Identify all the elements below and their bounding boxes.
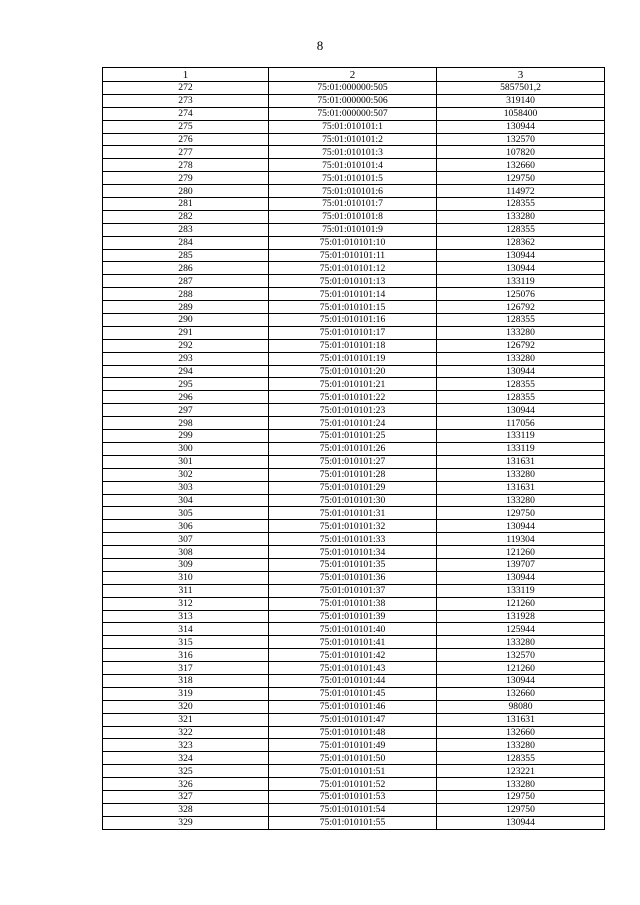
table-cell-col-2: 75:01:010101:41 — [269, 636, 437, 649]
table-row — [103, 198, 605, 211]
table-row — [103, 275, 605, 288]
table-cell-col-2: 75:01:010101:48 — [269, 726, 437, 739]
table-cell-col-1: 307 — [103, 533, 269, 546]
table-cell-col-3: 133280 — [437, 326, 605, 339]
table-cell-col-1: 274 — [103, 107, 269, 120]
table-cell-col-1: 296 — [103, 391, 269, 404]
table-row — [103, 803, 605, 816]
table-row — [103, 326, 605, 339]
table-cell-col-1: 310 — [103, 571, 269, 584]
table-cell-col-3: 131928 — [437, 610, 605, 623]
table-cell-col-2: 75:01:010101:33 — [269, 533, 437, 546]
table-cell-col-1: 327 — [103, 790, 269, 803]
table-cell-col-2: 75:01:010101:12 — [269, 262, 437, 275]
table-cell-col-2: 75:01:010101:45 — [269, 687, 437, 700]
table-cell-col-3: 128355 — [437, 391, 605, 404]
table-cell-col-1: 306 — [103, 520, 269, 533]
table-cell-col-2: 75:01:010101:40 — [269, 623, 437, 636]
table-row — [103, 481, 605, 494]
table-cell-col-2: 75:01:010101:3 — [269, 146, 437, 159]
table-cell-col-3: 133280 — [437, 778, 605, 791]
table-cell-col-3: 125944 — [437, 623, 605, 636]
table-row — [103, 133, 605, 146]
table-cell-col-1: 308 — [103, 546, 269, 559]
table-cell-col-2: 75:01:010101:6 — [269, 185, 437, 198]
table-cell-col-3: 128355 — [437, 198, 605, 211]
table-cell-col-2: 75:01:010101:15 — [269, 301, 437, 314]
table-cell-col-3: 319140 — [437, 94, 605, 107]
table-cell-col-3: 130944 — [437, 262, 605, 275]
table-cell-col-2: 75:01:010101:29 — [269, 481, 437, 494]
table-cell-col-2: 75:01:010101:52 — [269, 778, 437, 791]
table-cell-col-3: 130944 — [437, 520, 605, 533]
table-row — [103, 146, 605, 159]
table-cell-col-3: 133280 — [437, 636, 605, 649]
table-cell-col-2: 75:01:010101:44 — [269, 674, 437, 687]
table-cell-col-2: 75:01:010101:34 — [269, 546, 437, 559]
table-cell-col-1: 315 — [103, 636, 269, 649]
table-cell-col-2: 75:01:010101:24 — [269, 417, 437, 430]
table-row — [103, 816, 605, 829]
table-cell-col-3: 128362 — [437, 236, 605, 249]
table-cell-col-2: 75:01:000000:505 — [269, 82, 437, 95]
table-cell-col-3: 117056 — [437, 417, 605, 430]
table-cell-col-3: 132660 — [437, 726, 605, 739]
table-cell-col-3: 130944 — [437, 120, 605, 133]
table-cell-col-2: 75:01:010101:42 — [269, 649, 437, 662]
table-cell-col-1: 295 — [103, 378, 269, 391]
table-cell-col-1: 317 — [103, 662, 269, 675]
table-cell-col-3: 98080 — [437, 700, 605, 713]
table-row — [103, 520, 605, 533]
table-cell-col-3: 128355 — [437, 314, 605, 327]
table-cell-col-2: 75:01:010101:21 — [269, 378, 437, 391]
table-cell-col-2: 75:01:010101:54 — [269, 803, 437, 816]
table-row — [103, 533, 605, 546]
column-header-1: 1 — [103, 68, 269, 82]
table-cell-col-3: 133280 — [437, 739, 605, 752]
table-cell-col-1: 276 — [103, 133, 269, 146]
table-cell-col-2: 75:01:010101:13 — [269, 275, 437, 288]
table-cell-col-3: 130944 — [437, 249, 605, 262]
table-row — [103, 778, 605, 791]
table-cell-col-2: 75:01:010101:49 — [269, 739, 437, 752]
table-cell-col-1: 273 — [103, 94, 269, 107]
table-cell-col-2: 75:01:010101:50 — [269, 752, 437, 765]
table-cell-col-3: 5857501,2 — [437, 82, 605, 95]
table-row — [103, 210, 605, 223]
table-cell-col-1: 325 — [103, 765, 269, 778]
table-cell-col-2: 75:01:010101:14 — [269, 288, 437, 301]
table-cell-col-3: 131631 — [437, 713, 605, 726]
table-cell-col-3: 129750 — [437, 172, 605, 185]
table-cell-col-2: 75:01:010101:20 — [269, 365, 437, 378]
table-cell-col-1: 287 — [103, 275, 269, 288]
table-cell-col-1: 314 — [103, 623, 269, 636]
table-row — [103, 262, 605, 275]
table-cell-col-3: 125076 — [437, 288, 605, 301]
table-cell-col-2: 75:01:010101:7 — [269, 198, 437, 211]
table-cell-col-1: 311 — [103, 584, 269, 597]
table-cell-col-1: 299 — [103, 430, 269, 443]
table-cell-col-2: 75:01:010101:31 — [269, 507, 437, 520]
table-cell-col-2: 75:01:010101:1 — [269, 120, 437, 133]
table-cell-col-3: 126792 — [437, 339, 605, 352]
table-row — [103, 185, 605, 198]
table-cell-col-2: 75:01:010101:8 — [269, 210, 437, 223]
table-row — [103, 159, 605, 172]
table-cell-col-3: 130944 — [437, 816, 605, 829]
table-cell-col-2: 75:01:010101:37 — [269, 584, 437, 597]
table-row — [103, 404, 605, 417]
table-row — [103, 365, 605, 378]
table-cell-col-3: 133119 — [437, 275, 605, 288]
table-row — [103, 94, 605, 107]
table-row — [103, 378, 605, 391]
table-row — [103, 288, 605, 301]
table-cell-col-1: 281 — [103, 198, 269, 211]
table-cell-col-3: 133280 — [437, 468, 605, 481]
table-cell-col-1: 279 — [103, 172, 269, 185]
table-cell-col-2: 75:01:010101:55 — [269, 816, 437, 829]
table-cell-col-2: 75:01:010101:25 — [269, 430, 437, 443]
table-cell-col-2: 75:01:000000:507 — [269, 107, 437, 120]
table-cell-col-3: 132570 — [437, 133, 605, 146]
table-cell-col-1: 293 — [103, 352, 269, 365]
table-cell-col-3: 130944 — [437, 404, 605, 417]
table-row — [103, 597, 605, 610]
table-cell-col-3: 133119 — [437, 584, 605, 597]
table-cell-col-1: 283 — [103, 223, 269, 236]
table-cell-col-2: 75:01:010101:51 — [269, 765, 437, 778]
table-cell-col-2: 75:01:010101:46 — [269, 700, 437, 713]
table-cell-col-3: 1058400 — [437, 107, 605, 120]
table-cell-col-3: 121260 — [437, 662, 605, 675]
table-cell-col-2: 75:01:010101:47 — [269, 713, 437, 726]
table-row — [103, 662, 605, 675]
table-row — [103, 636, 605, 649]
table-cell-col-3: 114972 — [437, 185, 605, 198]
table-row — [103, 314, 605, 327]
table-cell-col-1: 309 — [103, 558, 269, 571]
table-row — [103, 765, 605, 778]
table-cell-col-3: 133119 — [437, 442, 605, 455]
table-cell-col-3: 130944 — [437, 674, 605, 687]
table-row — [103, 391, 605, 404]
table-cell-col-3: 133280 — [437, 352, 605, 365]
table-cell-col-3: 131631 — [437, 481, 605, 494]
table-row — [103, 623, 605, 636]
table-cell-col-1: 301 — [103, 455, 269, 468]
table-row — [103, 687, 605, 700]
table-cell-col-3: 130944 — [437, 571, 605, 584]
table-row — [103, 494, 605, 507]
table-cell-col-3: 133280 — [437, 210, 605, 223]
table-cell-col-2: 75:01:010101:38 — [269, 597, 437, 610]
table-row — [103, 790, 605, 803]
table-cell-col-2: 75:01:010101:5 — [269, 172, 437, 185]
page-number: 8 — [316, 38, 324, 53]
table-cell-col-2: 75:01:010101:22 — [269, 391, 437, 404]
table-cell-col-2: 75:01:010101:16 — [269, 314, 437, 327]
table-cell-col-1: 286 — [103, 262, 269, 275]
table-cell-col-2: 75:01:010101:43 — [269, 662, 437, 675]
table-row — [103, 82, 605, 95]
header-row — [103, 68, 605, 82]
table-cell-col-2: 75:01:010101:36 — [269, 571, 437, 584]
table-cell-col-2: 75:01:010101:35 — [269, 558, 437, 571]
table-row — [103, 430, 605, 443]
table-row — [103, 752, 605, 765]
table-row — [103, 339, 605, 352]
table-row — [103, 739, 605, 752]
table-cell-col-1: 304 — [103, 494, 269, 507]
table-cell-col-3: 128355 — [437, 223, 605, 236]
table-cell-col-1: 326 — [103, 778, 269, 791]
table-cell-col-1: 289 — [103, 301, 269, 314]
table-row — [103, 107, 605, 120]
table-cell-col-1: 277 — [103, 146, 269, 159]
table-row — [103, 674, 605, 687]
table-cell-col-2: 75:01:010101:18 — [269, 339, 437, 352]
table-cell-col-2: 75:01:010101:39 — [269, 610, 437, 623]
cadastral-table — [102, 67, 605, 830]
table-cell-col-3: 129750 — [437, 790, 605, 803]
table-cell-col-1: 305 — [103, 507, 269, 520]
table-cell-col-2: 75:01:010101:17 — [269, 326, 437, 339]
table-cell-col-3: 130944 — [437, 365, 605, 378]
table-cell-col-1: 278 — [103, 159, 269, 172]
table-cell-col-3: 123221 — [437, 765, 605, 778]
table-cell-col-3: 128355 — [437, 378, 605, 391]
table-cell-col-1: 318 — [103, 674, 269, 687]
table-row — [103, 352, 605, 365]
table-cell-col-3: 133119 — [437, 430, 605, 443]
table-row — [103, 507, 605, 520]
table-cell-col-1: 302 — [103, 468, 269, 481]
table-cell-col-3: 132570 — [437, 649, 605, 662]
table-cell-col-2: 75:01:010101:26 — [269, 442, 437, 455]
table-cell-col-2: 75:01:010101:32 — [269, 520, 437, 533]
table-cell-col-2: 75:01:010101:30 — [269, 494, 437, 507]
table-cell-col-1: 294 — [103, 365, 269, 378]
table-row — [103, 558, 605, 571]
table-cell-col-3: 129750 — [437, 507, 605, 520]
table-cell-col-2: 75:01:000000:506 — [269, 94, 437, 107]
table-cell-col-1: 290 — [103, 314, 269, 327]
table-row — [103, 301, 605, 314]
table-cell-col-1: 328 — [103, 803, 269, 816]
table-cell-col-1: 320 — [103, 700, 269, 713]
table-cell-col-1: 297 — [103, 404, 269, 417]
table-cell-col-1: 323 — [103, 739, 269, 752]
table-row — [103, 417, 605, 430]
table-row — [103, 468, 605, 481]
table-cell-col-1: 275 — [103, 120, 269, 133]
table-cell-col-1: 324 — [103, 752, 269, 765]
table-cell-col-1: 298 — [103, 417, 269, 430]
column-header-3: 3 — [437, 68, 605, 82]
column-header-2: 2 — [269, 68, 437, 82]
table-cell-col-2: 75:01:010101:10 — [269, 236, 437, 249]
table-cell-col-1: 316 — [103, 649, 269, 662]
table-cell-col-1: 282 — [103, 210, 269, 223]
table-cell-col-1: 272 — [103, 82, 269, 95]
table-row — [103, 223, 605, 236]
table-row — [103, 172, 605, 185]
table-row — [103, 649, 605, 662]
table-cell-col-2: 75:01:010101:9 — [269, 223, 437, 236]
table-cell-col-3: 121260 — [437, 546, 605, 559]
table-cell-col-3: 119304 — [437, 533, 605, 546]
table-row — [103, 120, 605, 133]
table-row — [103, 546, 605, 559]
table-cell-col-1: 291 — [103, 326, 269, 339]
table-cell-col-2: 75:01:010101:11 — [269, 249, 437, 262]
table-row — [103, 584, 605, 597]
table-cell-col-2: 75:01:010101:23 — [269, 404, 437, 417]
table-cell-col-1: 322 — [103, 726, 269, 739]
table-cell-col-1: 321 — [103, 713, 269, 726]
table-cell-col-3: 139707 — [437, 558, 605, 571]
table-body — [103, 82, 605, 830]
table-cell-col-3: 121260 — [437, 597, 605, 610]
table-row — [103, 610, 605, 623]
table-cell-col-1: 300 — [103, 442, 269, 455]
table-row — [103, 455, 605, 468]
table-row — [103, 726, 605, 739]
table-cell-col-3: 126792 — [437, 301, 605, 314]
table-cell-col-2: 75:01:010101:53 — [269, 790, 437, 803]
table-cell-col-1: 329 — [103, 816, 269, 829]
table-cell-col-3: 133280 — [437, 494, 605, 507]
table-cell-col-1: 292 — [103, 339, 269, 352]
table-cell-col-1: 284 — [103, 236, 269, 249]
table-cell-col-3: 132660 — [437, 159, 605, 172]
table-cell-col-1: 319 — [103, 687, 269, 700]
table-row — [103, 571, 605, 584]
table-cell-col-3: 128355 — [437, 752, 605, 765]
table-cell-col-2: 75:01:010101:19 — [269, 352, 437, 365]
table-cell-col-2: 75:01:010101:28 — [269, 468, 437, 481]
table-cell-col-2: 75:01:010101:2 — [269, 133, 437, 146]
table-cell-col-1: 280 — [103, 185, 269, 198]
table-row — [103, 442, 605, 455]
table-cell-col-3: 131631 — [437, 455, 605, 468]
table-cell-col-1: 312 — [103, 597, 269, 610]
table-row — [103, 700, 605, 713]
table-row — [103, 236, 605, 249]
table-cell-col-1: 313 — [103, 610, 269, 623]
table-cell-col-1: 288 — [103, 288, 269, 301]
table-cell-col-3: 132660 — [437, 687, 605, 700]
table-row — [103, 713, 605, 726]
table-row — [103, 249, 605, 262]
table-cell-col-3: 129750 — [437, 803, 605, 816]
table-cell-col-1: 285 — [103, 249, 269, 262]
table-cell-col-2: 75:01:010101:27 — [269, 455, 437, 468]
table-cell-col-3: 107820 — [437, 146, 605, 159]
table-header — [103, 68, 605, 82]
table-cell-col-1: 303 — [103, 481, 269, 494]
table-cell-col-2: 75:01:010101:4 — [269, 159, 437, 172]
